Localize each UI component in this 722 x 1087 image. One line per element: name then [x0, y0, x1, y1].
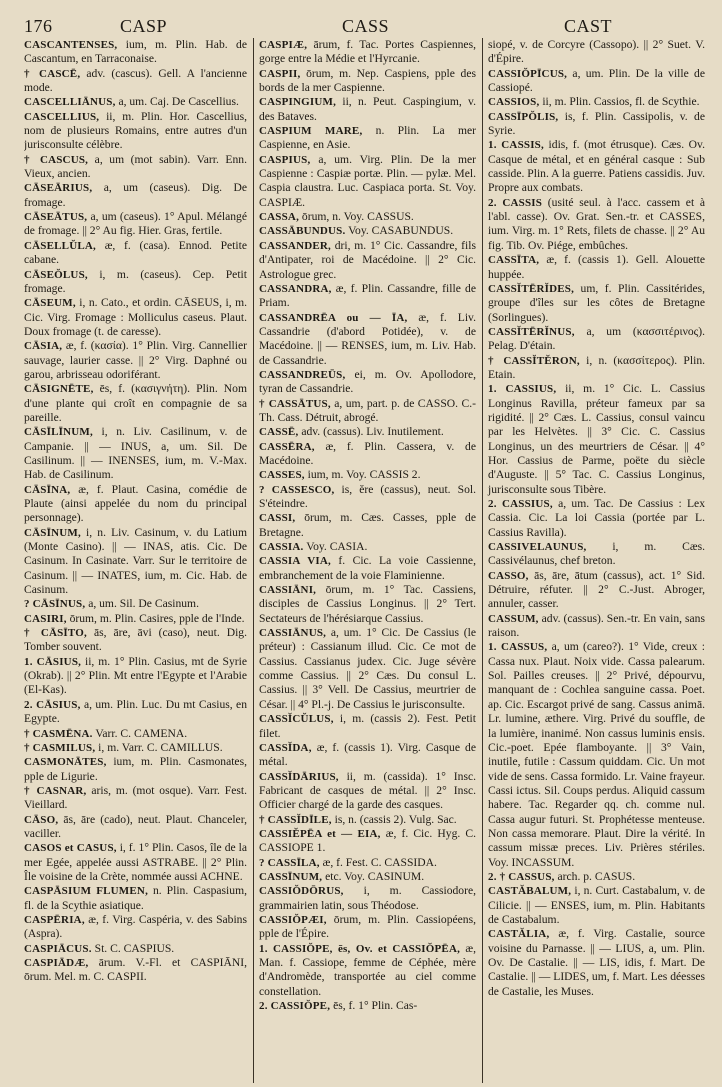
entry-definition: i, n. (κασσίτερος). Plin. Etain. [488, 353, 706, 381]
dictionary-entry [24, 181, 247, 210]
entry-definition: a, um, part. p. de CASSO. C.-Th. Cass. Détruit, abrogé. [259, 396, 477, 424]
entry-headword: ? CASSĪLA, [259, 856, 320, 869]
dictionary-entry [259, 210, 476, 224]
entry-headword: CASSA, [259, 211, 300, 224]
dictionary-entry [259, 554, 476, 583]
dictionary-entry [259, 942, 476, 999]
entry-headword: CASSĀBUNDUS. [259, 225, 346, 238]
entry-definition: æ, f. Liv. Cassandrie (d'abord Potidée), v. de Macédoine. || — RENSES, ium, m. Liv. Hab. de Cassandrie. [259, 310, 476, 367]
entry-headword: CASPIUM MARE, [259, 125, 363, 138]
entry-definition: ārum, f. Tac. Portes Caspiennes, gorge entre la Médie et l'Hyrcanie. [259, 38, 476, 66]
entry-headword: CASMONĀTES, [24, 756, 107, 769]
dictionary-entry [488, 138, 705, 195]
dictionary-entry [24, 425, 247, 482]
entry-definition: ii, m. 1° Plin. Casius, mt de Syrie (Okrab). || 2° Plin. Mt entre l'Egypte et l'Arabie (El-Kas). [24, 654, 247, 697]
dictionary-entry [259, 583, 476, 626]
entry-definition: i, n. Curt. Castabalum, v. de Cilicie. || — ENSES, ium, m. Plin. Habitants de Castabalum. [488, 884, 705, 926]
entry-definition: ārum. V.-Fl. et CASPIĀNI, ōrum. Mel. m. C. CASPII. [24, 956, 247, 984]
entry-headword: 2. CASSIUS, [488, 498, 553, 510]
entry-definition: a, um. Caj. De Cascellius. [115, 95, 239, 109]
page-header [24, 0, 712, 38]
entry-headword: † CASSĬTĔRON, [488, 354, 580, 367]
dictionary-entry [488, 569, 705, 612]
entry-definition: æ, f. Virg. Caspéria, v. des Sabins (Aspra). [24, 912, 247, 941]
dictionary-entry [259, 440, 476, 469]
entry-headword: CASPINGIUM, [259, 96, 337, 109]
entry-definition: æ, f. Cic. Hyg. C. CASSIOPE 1. [259, 826, 476, 855]
dictionary-entry [488, 253, 705, 282]
entry-headword: † CASSĀTUS, [259, 397, 331, 410]
entry-headword: CASTĂLIA, [488, 928, 550, 941]
entry-headword: CASSĪTA, [488, 254, 540, 267]
dictionary-entry [488, 382, 705, 497]
entry-definition: ium, m. Plin. Hab. de Cascantum, en Tarraconaise. [24, 38, 247, 66]
entry-headword: † CĀSĪTO, [24, 627, 87, 640]
entry-definition: i, n. Cato., et ordin. CĀSEUS, i, m. Cic. Virg. Fromage : Molliculus caseus. Plaut. Doux fromage (t. de caresse). [24, 296, 247, 338]
entry-headword: 1. CASSIS, [488, 139, 544, 152]
entry-headword: ? CASSESCO, [259, 483, 335, 496]
entry-definition: etc. Voy. CASINUM. [322, 869, 425, 883]
entry-definition: ās, āre, āvi (caso), neut. Dig. Tomber souvent. [24, 626, 247, 654]
entry-headword: ? CĀSĪNUS, [24, 598, 86, 611]
entry-definition: ium, m. Plin. Casmonates, pple de Ligurie. [24, 755, 247, 783]
dictionary-entry [24, 339, 247, 382]
entry-headword: CASSIŎPÆI, [259, 913, 327, 926]
dictionary-entry [259, 124, 476, 153]
entry-definition: adv. (cascus). Gell. A l'ancienne mode. [24, 66, 248, 95]
dictionary-entry [259, 483, 476, 512]
entry-headword: CASSES, [259, 469, 305, 482]
entry-headword: CASSĬTĒRĬNUS, [488, 325, 575, 338]
entry-definition: ōrum, m. Nep. Caspiens, pple des bords de la mer Caspienne. [259, 66, 476, 95]
entry-definition: ōrum, n. Voy. CASSUS. [299, 210, 414, 224]
dictionary-entry [24, 382, 247, 425]
entry-headword: † CASMILUS, [24, 741, 96, 754]
entry-headword: 2. † CASSUS, [488, 870, 555, 883]
dictionary-entry [488, 354, 705, 383]
entry-headword: CĀSEUM, [24, 297, 76, 310]
entry-headword: CĀSĪLĪNUM, [24, 426, 93, 439]
entry-headword: CASSANDRA, [259, 282, 332, 295]
entry-headword: CASSO, [488, 569, 529, 582]
entry-definition: æ, Man. f. Cassiope, femme de Céphée, mère d'Andromède, transportée au ciel comme constellation. [259, 941, 476, 998]
dictionary-entry [24, 884, 247, 913]
entry-headword: † CASMĒNA. [24, 727, 93, 740]
entry-definition: n. Plin. Caspasium, fl. de la Scythie asiatique. [24, 884, 247, 912]
entry-definition: ās, āre, ātum (cassus), act. 1° Sid. Détruire, réfuter. || 2° C.-Just. Abroger, annuler, casser. [488, 568, 705, 611]
entry-definition: Varr. C. CAMENA. [92, 726, 188, 740]
dictionary-entry [24, 626, 247, 655]
entry-headword: CASSIĀNUS, [259, 627, 327, 640]
entry-headword: CASPIÆ, [259, 39, 308, 51]
dictionary-entry [24, 755, 247, 784]
dictionary-entry [24, 784, 247, 813]
entry-headword: CĀSĪNUM, [24, 526, 81, 539]
entry-headword: CASPIUS, [259, 153, 311, 166]
column-left [24, 38, 253, 1083]
entry-definition: i, m. Cassiodore, grammairien latin, sous Théodose. [259, 884, 476, 912]
dictionary-entry [24, 727, 247, 741]
entry-headword: 1. CASSIUS, [488, 383, 557, 396]
dictionary-entry [259, 95, 476, 124]
entry-definition: a, um. 1° Cic. De Cassius (le préteur) : Cassianum illud. Cic. Ce mot de Cassius. Cassianus judex. Cic. Juge sévère comme Cassius. || 2° Cæs. Du consul L. Cassius. || 3° Vell. De Cassius, meurtrier de César. || 4° Pl.-j. De Cassius le jurisconsulte. [259, 626, 476, 711]
dictionary-entry [259, 239, 476, 282]
entry-definition: ii, m. Plin. Hor. Cascellius, nom de plusieurs Romains, entre autres d'un jurisconsulte célèbre. [24, 109, 247, 152]
dictionary-entry [24, 612, 247, 626]
entry-definition: æ, f. Plin. Cassandre, fille de Priam. [259, 281, 476, 310]
entry-definition: adv. (cassus). Sen.-tr. En vain, sans raison. [488, 611, 705, 640]
entry-definition: arch. p. CASUS. [554, 869, 636, 883]
dictionary-entry [259, 540, 476, 554]
dictionary-entry [24, 239, 247, 268]
entry-definition: f. Cic. La voie Cassienne, embranchement de la voie Flaminienne. [259, 554, 476, 582]
dictionary-entry [24, 526, 247, 598]
dictionary-entry [24, 655, 247, 698]
entry-headword: CASTĂBALUM, [488, 885, 572, 898]
dictionary-entry [24, 95, 247, 109]
entry-headword: CASSĒRA, [259, 440, 315, 453]
dictionary-entry [259, 827, 476, 856]
entry-headword: 2. CASSIŎPE, [259, 1000, 331, 1013]
entry-definition: ōrum, m. Plin. Casires, pple de l'Inde. [66, 611, 245, 625]
running-head-right: CAST [564, 16, 613, 36]
dictionary-entry [259, 870, 476, 884]
entry-headword: 2. CĀSIUS, [24, 698, 81, 711]
entry-headword: CASSI, [259, 512, 296, 525]
dictionary-entry [488, 282, 705, 325]
entry-definition: a, um (careo?). 1° Vide, creux : Cassa nux. Plaut. Noix vide. Cassa palearum. Sol. Pailles creuses. || 2° Privé, dépourvu, manquant de : Cochlea sanguine cassa. Poet. ap. Cic. Escargot privé de sang. Cassus animā. Lr. lumine, æthere. Virg. Privé du souffle, de la lumière, inanimé. Non cassus luminis ensis. Cic.-poet. Epée flamboyante. || 3° Vain, inutile, futile : Cassum quiddam. Cic. Un mot vide de sens. Cassa formido. Lr. Vaine frayeur. Cassi ictus. Sil. Coups perdus. Aliquid cassum habere. Tac. Regarder qq. ch. comme nul. Cassa augur futuri. St. Prophétesse menteuse. Non cassa memorare. Plaut. Dire la vérité. In cassum missæ preces. Liv. Prières stériles. Voy. INCASSUM. [488, 640, 705, 869]
entry-definition: ōrum, m. 1° Tac. Cassiens, disciples de Cassius Longinus. || 2° Tert. Sectateurs de l'hérésiarque Cassius. [259, 583, 476, 625]
entry-definition: æ, f. Fest. C. CASSIDA. [319, 855, 437, 869]
entry-headword: CASSĒ, [259, 426, 299, 439]
dictionary-entry [24, 942, 247, 956]
entry-definition: is, ĕre (cassus), neut. Sol. S'éteindre. [259, 482, 477, 510]
entry-headword: CASCELLIĀNUS, [24, 96, 116, 109]
entry-definition: ēs, f. (κασιγνήτη). Plin. Nom d'une plante qui croît en compagnie de sa pareille. [24, 382, 247, 424]
dictionary-entry [24, 597, 247, 611]
entry-definition: a, um (caseus). 1° Apul. Mélangé de fromage. || 2° Au fig. Hier. Gras, fertile. [24, 210, 247, 238]
entry-definition: i, m. (cassis 2). Fest. Petit filet. [259, 712, 476, 740]
entry-headword: CASPII, [259, 67, 301, 80]
entry-definition: a, um (caseus). Dig. De fromage. [24, 181, 247, 209]
entry-headword: CASPIĀCUS. [24, 942, 92, 955]
dictionary-entry [488, 110, 705, 139]
entry-definition: ōrum, m. Cæs. Casses, pple de Bretagne. [259, 511, 476, 539]
entry-definition: ium, m. Voy. CASSIS 2. [304, 468, 421, 482]
entry-headword: CASPĀSIUM FLUMEN, [24, 885, 149, 898]
entry-definition: æ, f. Plaut. Casina, comédie de Plaute (ainsi appelée du nom du principal personnage). [24, 482, 247, 525]
entry-headword: CASPIĀDÆ, [24, 957, 89, 969]
dictionary-entry [488, 640, 705, 870]
entry-definition: siopé, v. de Corcyre (Cassopo). || 2° Suet. V. d'Épire. [488, 38, 705, 66]
entry-definition: æ, f. Plin. Cassera, v. de Macédoine. [259, 439, 476, 467]
entry-definition: a, um. Sil. De Casinum. [85, 597, 199, 611]
entry-headword: CASSIA. [259, 541, 304, 554]
entry-headword: CĀSEŎLUS, [24, 268, 88, 281]
entry-definition: i, n. Liv. Casilinum, v. de Campanie. || — INUS, a, um. Sil. De Casilinum. || — INENSES, ium, m. V.-Max. Hab. de Casilinum. [24, 425, 247, 482]
dictionary-entry [259, 153, 476, 210]
entry-headword: CASPĒRIA, [24, 913, 85, 926]
dictionary-entry [24, 956, 247, 985]
dictionary-entry [259, 224, 476, 238]
entry-headword: CASSIŎDŌRUS, [259, 885, 344, 898]
dictionary-entry [259, 770, 476, 813]
dictionary-entry [24, 296, 247, 339]
entry-headword: CASSANDRĒA ou — ĪA, [259, 311, 408, 324]
entry-definition: n. Plin. La mer Caspienne, en Asie. [259, 124, 476, 152]
dictionary-entry [24, 841, 247, 884]
entry-headword: † CASCUS, [24, 153, 89, 166]
entry-definition: i, m. (caseus). Cep. Petit fromage. [24, 267, 247, 295]
entry-definition: ōrum, m. Plin. Cassiopéens, pple de l'Épire. [259, 912, 476, 941]
entry-definition: aris, m. (mot osque). Varr. Fest. Vieillard. [24, 783, 247, 812]
entry-headword: CASSĬCŬLUS, [259, 713, 334, 726]
entry-definition: æ, f. (casa). Ennod. Petite cabane. [24, 238, 247, 267]
dictionary-entry [259, 468, 476, 482]
entry-headword: CASCELLIUS, [24, 110, 100, 123]
dictionary-entry [259, 38, 476, 67]
dictionary-entry [488, 884, 705, 927]
entry-definition: ii, n. Peut. Caspingium, v. des Bataves. [259, 95, 476, 123]
dictionary-entry [488, 95, 705, 109]
dictionary-entry [24, 813, 247, 842]
running-head-left: CASP [120, 16, 168, 36]
dictionary-entry [259, 425, 476, 439]
entry-definition: a, um (mot sabin). Varr. Enn. Vieux, ancien. [24, 152, 247, 181]
dictionary-entry [488, 540, 705, 569]
entry-headword: CASSĪNUM, [259, 870, 323, 883]
entry-definition: æ, f. (cassis 1). Virg. Casque de métal. [259, 740, 476, 769]
entry-headword: 1. CASSUS, [488, 641, 548, 654]
entry-headword: † CASCĒ, [24, 67, 81, 80]
entry-definition: æ, f. (κασία). 1° Plin. Virg. Cannellier sauvage, laurier casse. || 2° Virg. Daphné ou garou, arbrisseau odoriférant. [24, 339, 247, 381]
dictionary-entry [488, 325, 705, 354]
entry-definition: i, f. 1° Plin. Casos, île de la mer Egée, appelée aussi ASTRABE. || 2° Plin. Île voisine de la Crète, nommée aussi ACHNE. [24, 841, 247, 883]
dictionary-entry [259, 368, 476, 397]
entry-headword: CASSIVELAUNUS, [488, 541, 587, 554]
dictionary-entry [259, 856, 476, 870]
entry-definition: St. C. CASPIUS. [91, 941, 175, 955]
entry-headword: CĀSĪNA, [24, 483, 71, 496]
dictionary-entry [259, 67, 476, 96]
dictionary-entry [24, 38, 247, 67]
dictionary-entry [24, 698, 247, 727]
dictionary-entry [259, 397, 476, 426]
entry-headword: CĀSEĀTUS, [24, 211, 88, 224]
entry-headword: CASSĬTĒRĬDES, [488, 282, 575, 295]
dictionary-entry [488, 870, 705, 884]
dictionary-entry [259, 913, 476, 942]
entry-definition: æ, f. (cassis 1). Gell. Alouette huppée. [488, 253, 705, 281]
dictionary-entry [259, 813, 476, 827]
entry-definition: ii, m. Plin. Cassios, fl. de Scythie. [539, 95, 700, 109]
entry-definition: i, m. Cæs. Cassivélaunus, chef breton. [488, 540, 705, 568]
column-middle [253, 38, 482, 1083]
entry-headword: CASSANDREŪS, [259, 368, 346, 381]
dictionary-entry [259, 999, 476, 1013]
entry-definition: (usité seul. à l'acc. cassem et à l'abl. casse). Ov. Grat. Sen.-tr. et CASSES, ium. Virg. m. 1° Rets, filets de chasse. || 2° Au fig. Tib. Ov. Piége, embûches. [488, 195, 705, 252]
entry-headword: CASSIĔPĒA et — EIA, [259, 827, 381, 840]
dictionary-entry [24, 210, 247, 239]
entry-definition: adv. (cassus). Liv. Inutilement. [298, 425, 444, 439]
entry-headword: CĀSIGNĒTE, [24, 383, 94, 396]
dictionary-entry [259, 884, 476, 913]
dictionary-entry [24, 913, 247, 942]
entry-headword: CASSIŎPĪCUS, [488, 67, 568, 80]
entry-definition: idis, f. (mot étrusque). Cæs. Ov. Casque de métal, et en général casque : Sub casside. Plin. A la guerre. Patiens cassidis. Juv. Propre aux combats. [488, 138, 705, 195]
entry-headword: † CASSĬDĪLE, [259, 813, 332, 826]
entry-definition: a, um. Virg. Plin. De la mer Caspienne : Caspiæ portæ. Plin. — pylæ. Mel. Caspia claustra. Luc. Caspiaca porta. St. Voy. CASPIÆ. [259, 152, 476, 209]
entry-definition: a, um (κασσιτέρινος). Pelag. D'étain. [488, 324, 705, 353]
entry-definition: Voy. CASABUNDUS. [345, 224, 454, 238]
dictionary-entry [24, 67, 247, 96]
dictionary-entry [488, 38, 705, 67]
dictionary-entry [24, 741, 247, 755]
dictionary-entry [259, 511, 476, 540]
entry-headword: † CASNAR, [24, 784, 87, 797]
running-head-center: CASS [342, 16, 390, 36]
dictionary-entry [24, 110, 247, 153]
entry-definition: um, f. Plin. Cassitérides, groupe d'îles sur les côtes de Bretagne (Sorlingues). [488, 281, 705, 324]
entry-headword: 1. CASSIŎPE, ēs, Ov. et CASSIŎPĒA, [259, 942, 461, 955]
entry-headword: CĀSIA, [24, 340, 63, 353]
entry-definition: is, n. (cassis 2). Vulg. Sac. [331, 812, 457, 826]
entry-definition: ii, m. 1° Cic. L. Cassius Longinus Ravilla, préteur fameux par sa rigidité. || 2° Cæs. L. Cassius, consul vaincu par les Helvètes. || 3° Cic. C. Cassius Longinus, un des meurtriers de César. || 4° Hor. Cassius de Parme, poëte du siècle d'Auguste. || 5° Tac. C. Cassius Longinus, jurisconsulte sous Tibère. [488, 382, 705, 496]
dictionary-entry [259, 741, 476, 770]
entry-definition: is, f. Plin. Cassipolis, v. de Syrie. [488, 109, 705, 138]
entry-definition: ēs, f. 1° Plin. Cas- [330, 999, 418, 1013]
dictionary-entry [24, 483, 247, 526]
entry-definition: ās, āre (cado), neut. Plaut. Chanceler, vaciller. [24, 812, 247, 840]
entry-headword: CASSUM, [488, 612, 539, 625]
page-number: 176 [24, 16, 53, 36]
dictionary-entry [24, 268, 247, 297]
dictionary-entry [488, 927, 705, 999]
entry-headword: CASSĬDĀRIUS, [259, 770, 339, 783]
entry-headword: CASSANDER, [259, 239, 331, 252]
entry-headword: CĀSELLŬLA, [24, 239, 96, 252]
entry-headword: CASSĪPŎLIS, [488, 110, 559, 123]
entry-definition: i, n. Liv. Casinum, v. du Latium (Monte Casino). || — INAS, atis. Cic. De Casinum. In Casinate. Varr. Sur le territoire de Casinum. || — INATES, ium, m. Cic. Hab. de Casinum. [24, 525, 247, 597]
entry-headword: CASSIOS, [488, 96, 540, 109]
dictionary-entry [259, 311, 476, 368]
entry-headword: 2. CASSIS [488, 196, 543, 209]
entry-definition: a, um. Plin. Luc. Du mt Casius, en Egypte. [24, 697, 247, 726]
entry-definition: Voy. CASIA. [303, 540, 368, 554]
entry-definition: dri, m. 1° Cic. Cassandre, fils d'Antipater, roi de Macédoine. || 2° Cic. Astrologue grec. [259, 238, 476, 281]
entry-headword: CASIRI, [24, 612, 67, 625]
dictionary-entry [488, 196, 705, 253]
dictionary-entry [488, 612, 705, 641]
entry-definition: a, um. Plin. De la ville de Cassiopé. [488, 66, 705, 95]
entry-headword: CASCANTENSES, [24, 39, 118, 51]
entry-definition: æ, f. Virg. Castalie, source voisine du Parnasse. || — LIUS, a, um. Plin. Ov. De Castalie. || — LIS, idis, f. Mart. De Castalie. || — LIDES, um, f. Mart. Les déesses de Castalie, les Muses. [488, 927, 705, 998]
dictionary-entry [259, 282, 476, 311]
entry-headword: CASOS et CASUS, [24, 842, 117, 855]
entry-headword: CASSIĀNI, [259, 584, 317, 597]
entry-headword: 1. CĀSIUS, [24, 655, 82, 668]
entry-headword: CĀSEĀRIUS, [24, 182, 93, 195]
column-right [482, 38, 711, 1083]
dictionary-entry [488, 67, 705, 96]
entry-headword: CASSĬDA, [259, 741, 312, 754]
entry-definition: ii, m. (cassida). 1° Insc. Fabricant de casques de métal. || 2° Insc. Officier chargé de la garde des casques. [259, 769, 476, 812]
entry-definition: i, m. Varr. C. CAMILLUS. [95, 740, 223, 754]
entry-definition: ei, m. Ov. Apollodore, tyran de Cassandrie. [259, 367, 476, 396]
entry-headword: CĀSO, [24, 813, 59, 826]
dictionary-entry [259, 626, 476, 712]
columns [24, 38, 712, 1083]
entry-definition: a, um. Tac. De Cassius : Lex Cassia. Cic. La loi Cassia (portée par L. Cassius Ravilla). [488, 497, 706, 539]
dictionary-entry [24, 153, 247, 182]
entry-headword: CASSIA VIA, [259, 555, 331, 568]
dictionary-entry [488, 497, 705, 540]
dictionary-entry [259, 712, 476, 741]
